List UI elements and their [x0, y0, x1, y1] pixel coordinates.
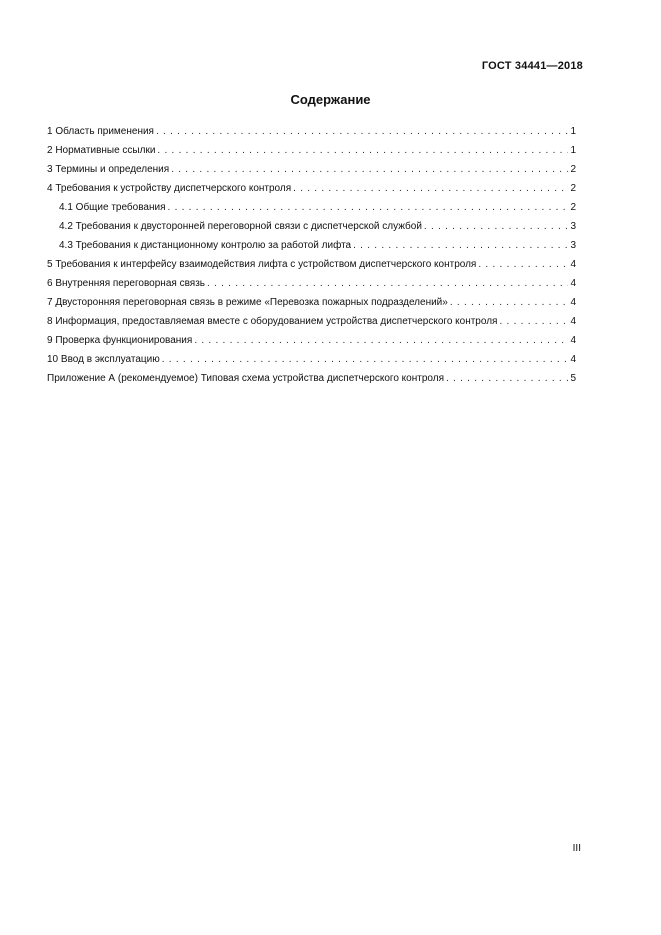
toc-entry-5[interactable] — [47, 255, 576, 274]
toc-dot-leader — [207, 274, 568, 293]
toc-dot-leader — [446, 369, 568, 388]
toc-entry-page: 2 — [570, 202, 576, 213]
toc-entry-page: 5 — [570, 373, 576, 384]
toc-dot-leader — [353, 236, 568, 255]
toc-entry-label: Приложение А (рекомендуемое) Типовая схема устройства диспетчерского контроля — [47, 373, 444, 384]
toc-entry-4-1[interactable] — [47, 198, 576, 217]
toc-dot-leader — [157, 141, 568, 160]
toc-entry-page: 3 — [570, 240, 576, 251]
toc-entry-4-2[interactable] — [47, 217, 576, 236]
toc-entry-page: 3 — [570, 221, 576, 232]
toc-entry-label: 4.3 Требования к дистанционному контролю за работой лифта — [59, 240, 352, 251]
toc-dot-leader — [171, 160, 568, 179]
standard-code-header: ГОСТ 34441—2018 — [481, 60, 583, 72]
toc-dot-leader — [424, 217, 569, 236]
toc-dot-leader — [450, 293, 569, 312]
toc-entry-label: 6 Внутренняя переговорная связь — [47, 278, 205, 289]
toc-entry-label: 10 Ввод в эксплуатацию — [47, 354, 160, 365]
toc-entry-6[interactable] — [47, 274, 576, 293]
toc-entry-label: 3 Термины и определения — [47, 164, 170, 175]
toc-entry-page: 1 — [570, 145, 576, 156]
toc-dot-leader — [478, 255, 568, 274]
toc-dot-leader — [156, 122, 568, 141]
toc-entry-10[interactable] — [47, 350, 576, 369]
toc-entry-page: 4 — [570, 316, 576, 327]
toc-entry-label: 7 Двусторонняя переговорная связь в режиме «Перевозка пожарных подразделений» — [47, 297, 448, 308]
toc-dot-leader — [168, 198, 569, 217]
toc-dot-leader — [162, 350, 569, 369]
toc-title: Содержание — [290, 92, 371, 107]
toc-entry-page: 4 — [570, 335, 576, 346]
toc-entry-page: 4 — [570, 259, 576, 270]
toc-entry-appendix-a[interactable] — [47, 369, 576, 388]
toc-entry-page: 2 — [570, 183, 576, 194]
toc-entry-4-3[interactable] — [47, 236, 576, 255]
toc-dot-leader — [293, 179, 568, 198]
toc-entry-2[interactable] — [47, 141, 576, 160]
toc-entry-1[interactable] — [47, 122, 576, 141]
toc-entry-page: 4 — [570, 354, 576, 365]
toc-entry-label: 2 Нормативные ссылки — [47, 145, 156, 156]
toc-entry-3[interactable] — [47, 160, 576, 179]
toc-entry-page: 1 — [570, 126, 576, 137]
toc-entry-label: 9 Проверка функционирования — [47, 335, 193, 346]
toc-entry-label: 8 Информация, предоставляемая вместе с оборудованием устройства диспетчерского контроля — [47, 316, 498, 327]
toc-entry-label: 4.1 Общие требования — [59, 202, 166, 213]
toc-entry-9[interactable] — [47, 331, 576, 350]
page-number: III — [572, 843, 581, 854]
toc-entry-label: 4 Требования к устройству диспетчерского контроля — [47, 183, 292, 194]
toc-dot-leader — [499, 312, 568, 331]
toc-dot-leader — [194, 331, 568, 350]
toc-entry-label: 4.2 Требования к двусторонней переговорной связи с диспетчерской службой — [59, 221, 422, 232]
toc-entry-page: 2 — [570, 164, 576, 175]
toc-entry-label: 5 Требования к интерфейсу взаимодействия лифта с устройством диспетчерского контроля — [47, 259, 477, 270]
toc-entry-page: 4 — [570, 278, 576, 289]
toc-entry-7[interactable] — [47, 293, 576, 312]
toc-entry-page: 4 — [570, 297, 576, 308]
toc-entry-4[interactable] — [47, 179, 576, 198]
table-of-contents — [47, 122, 576, 388]
toc-entry-label: 1 Область применения — [47, 126, 154, 137]
toc-entry-8[interactable] — [47, 312, 576, 331]
